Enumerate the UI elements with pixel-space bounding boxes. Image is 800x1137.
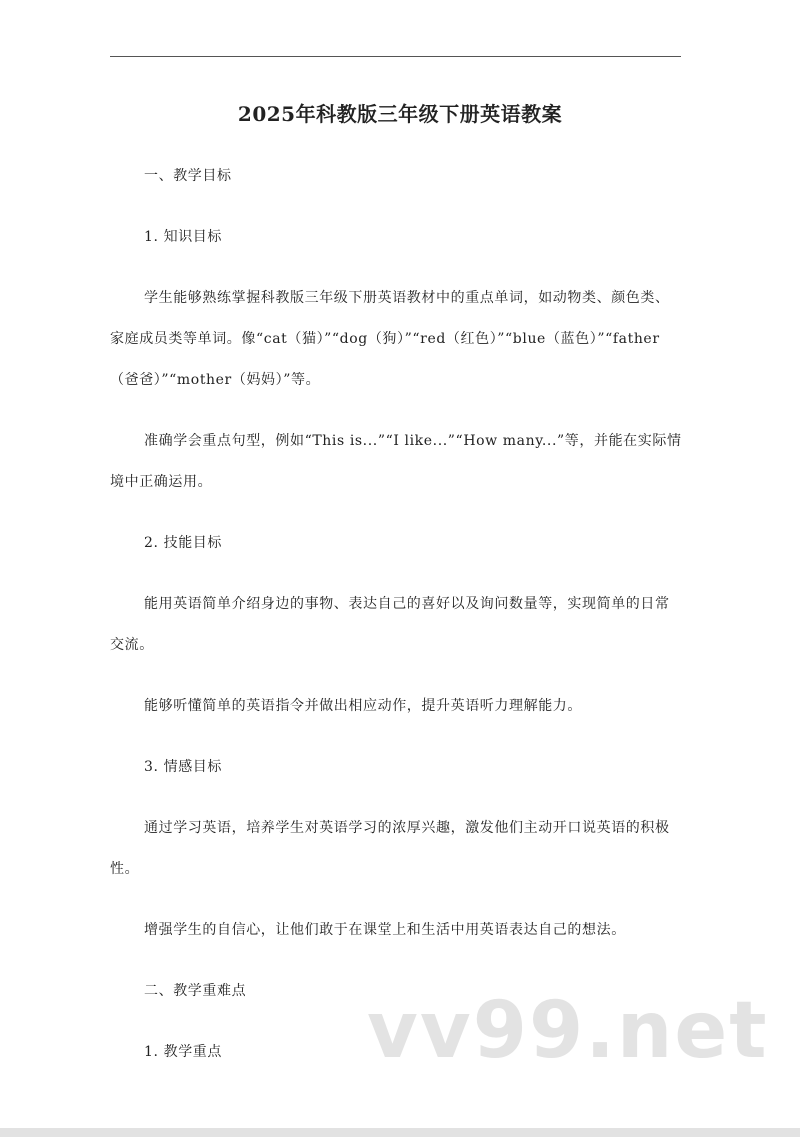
- paragraph-listening: 能够听懂简单的英语指令并做出相应动作，提升英语听力理解能力。: [144, 698, 582, 714]
- section-heading-teaching-goals: 一、教学目标: [144, 168, 232, 184]
- paragraph-key-sentences: 准确学会重点句型，例如“This is...”“I like...”“How many...”等，并能在实际情境中正确运用。: [110, 433, 682, 490]
- watermark: vv99.net: [367, 986, 769, 1076]
- subheading-skill-goals: 2. 技能目标: [144, 535, 223, 551]
- document-title: 2025年科教版三年级下册英语教案: [237, 102, 563, 126]
- subheading-knowledge-goals: 1. 知识目标: [144, 229, 223, 245]
- page-bottom-edge: [0, 1128, 800, 1137]
- paragraph-confidence: 增强学生的自信心，让他们敢于在课堂上和生活中用英语表达自己的想法。: [144, 922, 626, 938]
- header-rule: [110, 56, 681, 57]
- section-heading-key-difficulties: 二、教学重难点: [144, 983, 247, 999]
- paragraph-key-words: 学生能够熟练掌握科教版三年级下册英语教材中的重点单词，如动物类、颜色类、家庭成员类等单词。像“cat（猫）”“dog（狗）”“red（红色）”“blue（蓝色）”“father（爸爸）”“mother（妈妈）”等。: [110, 290, 670, 388]
- subheading-emotion-goals: 3. 情感目标: [144, 759, 223, 775]
- paragraph-interest: 通过学习英语，培养学生对英语学习的浓厚兴趣，激发他们主动开口说英语的积极性。: [110, 820, 670, 877]
- subheading-teaching-focus: 1. 教学重点: [144, 1044, 223, 1060]
- document-body: [110, 156, 682, 1093]
- paragraph-daily-communication: 能用英语简单介绍身边的事物、表达自己的喜好以及询问数量等，实现简单的日常交流。: [110, 596, 670, 653]
